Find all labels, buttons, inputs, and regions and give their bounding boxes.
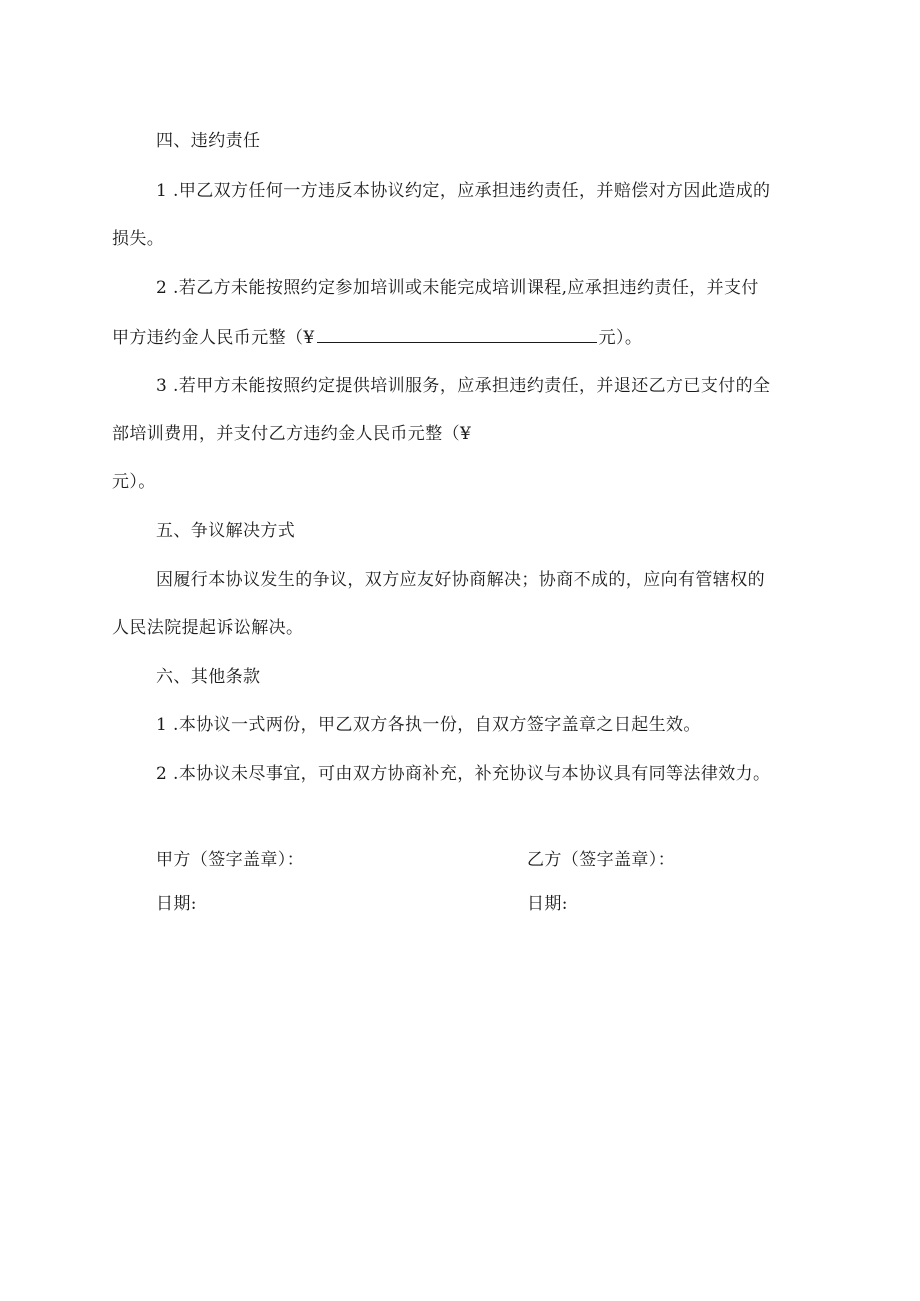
party-b-signature-label: 乙方（签字盖章）： [527, 850, 676, 870]
section5-line1: 因履行本协议发生的争议，双方应友好协商解决；协商不成的，应向有管辖权的 [156, 570, 765, 590]
penalty-prefix: 甲方违约金人民币元整（¥ [112, 328, 315, 348]
section6-heading: 六、其他条款 [156, 667, 261, 687]
section4-item2-line1: 2 .若乙方未能按照约定参加培训或未能完成培训课程,应承担违约责任，并支付 [156, 278, 759, 298]
penalty-amount-blank [317, 324, 597, 343]
section4-item1-line1: 1 .甲乙双方任何一方违反本协议约定，应承担违约责任，并赔偿对方因此造成的 [156, 181, 771, 201]
party-b-date-label: 日期: [527, 894, 568, 914]
section4-item1-line2: 损失。 [112, 229, 165, 249]
section6-item2: 2 .本协议未尽事宜，可由双方协商补充，补充协议与本协议具有同等法律效力。 [156, 764, 771, 784]
section4-item3-line3: 元）。 [112, 472, 156, 492]
party-a-signature-label: 甲方（签字盖章）： [156, 850, 305, 870]
penalty-suffix: 元）。 [598, 328, 643, 348]
section6-item1: 1 .本协议一式两份，甲乙双方各执一份，自双方签字盖章之日起生效。 [156, 715, 701, 735]
party-a-date-label: 日期: [156, 894, 197, 914]
section4-item2-line2 [112, 324, 642, 350]
section4-heading: 四、违约责任 [156, 131, 261, 151]
section4-item3-line1: 3 .若甲方未能按照约定提供培训服务，应承担违约责任，并退还乙方已支付的全 [156, 376, 771, 396]
section5-heading: 五、争议解决方式 [156, 521, 296, 541]
section5-line2: 人民法院提起诉讼解决。 [112, 618, 304, 638]
section4-item3-line2: 部培训费用，并支付乙方违约金人民币元整（¥ [112, 424, 472, 444]
